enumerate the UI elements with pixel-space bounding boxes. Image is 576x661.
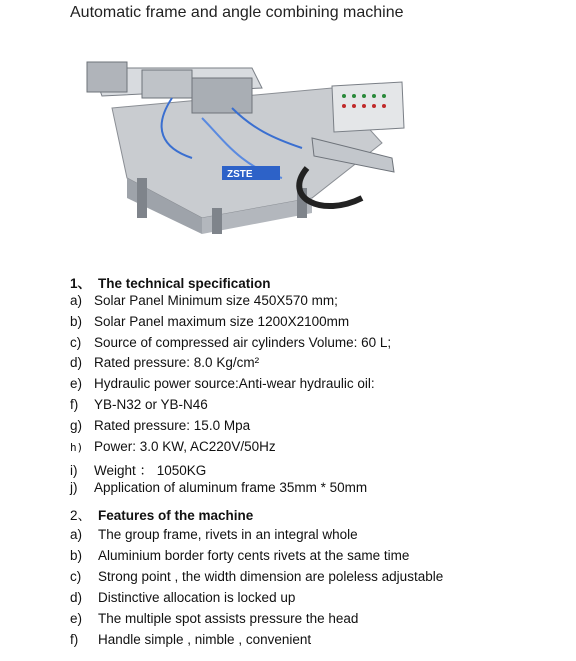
list-item — [70, 590, 295, 605]
list-text: Application of aluminum frame 35mm * 50mm — [94, 480, 368, 495]
list-text: Hydraulic power source:Anti-wear hydraulic oil: — [94, 376, 375, 391]
list-marker: d) — [70, 355, 83, 370]
list-item — [70, 569, 443, 584]
brand-text: ZSTE — [227, 169, 253, 180]
list-item — [70, 314, 349, 329]
list-marker: i) — [70, 463, 78, 478]
list-marker: e) — [70, 376, 83, 391]
list-item — [70, 527, 358, 542]
features-heading-number: 2、 — [70, 508, 92, 523]
list-marker: d) — [70, 590, 83, 605]
list-marker: a) — [70, 293, 83, 308]
machine-photo — [82, 48, 414, 236]
list-text: The multiple spot assists pressure the head — [98, 611, 359, 626]
list-text: Solar Panel maximum size 1200X2100mm — [94, 314, 350, 329]
list-text: Strong point , the width dimension are poleless adjustable — [98, 569, 444, 584]
list-item — [70, 397, 208, 412]
list-item — [70, 632, 311, 647]
list-marker: c) — [70, 335, 82, 350]
list-item — [70, 418, 250, 433]
list-item — [70, 335, 391, 350]
list-marker: g) — [70, 418, 83, 433]
list-text: Power: 3.0 KW, AC220V/50Hz — [94, 439, 276, 454]
list-text: The group frame, rivets in an integral whole — [98, 527, 358, 542]
list-marker: b) — [70, 548, 83, 563]
list-item — [70, 293, 338, 308]
list-marker: j) — [70, 480, 78, 495]
list-text: Rated pressure: 8.0 Kg/cm² — [94, 355, 260, 370]
list-item — [70, 459, 206, 479]
spec-heading-number: 1、 — [70, 276, 92, 291]
spec-heading-text: The technical specification — [98, 276, 271, 291]
list-item — [70, 548, 409, 563]
list-text: Solar Panel Minimum size 450X570 mm; — [94, 293, 338, 308]
list-item — [70, 439, 276, 454]
list-marker: c) — [70, 569, 82, 584]
list-text: Handle simple , nimble , convenient — [98, 632, 312, 647]
list-marker: f) — [70, 397, 79, 412]
list-marker: a) — [70, 527, 83, 542]
list-marker: b) — [70, 314, 83, 329]
features-heading — [70, 504, 253, 524]
list-text: Distinctive allocation is locked up — [98, 590, 296, 605]
list-text: Weight ： 1050KG — [94, 463, 207, 478]
list-item — [70, 611, 358, 626]
page-title: Automatic frame and angle combining machine — [70, 4, 404, 21]
features-heading-text: Features of the machine — [98, 508, 254, 523]
spec-heading — [70, 272, 271, 292]
list-item — [70, 480, 367, 495]
list-text: Rated pressure: 15.0 Mpa — [94, 418, 251, 433]
list-text: Aluminium border forty cents rivets at the same time — [98, 548, 410, 563]
list-marker: e) — [70, 611, 83, 626]
list-text: YB-N32 or YB-N46 — [94, 397, 208, 412]
list-text: Source of compressed air cylinders Volume: 60 L; — [94, 335, 392, 350]
list-marker: f) — [70, 632, 79, 647]
list-marker: h) — [70, 441, 84, 454]
list-item — [70, 376, 375, 391]
list-item — [70, 355, 259, 370]
